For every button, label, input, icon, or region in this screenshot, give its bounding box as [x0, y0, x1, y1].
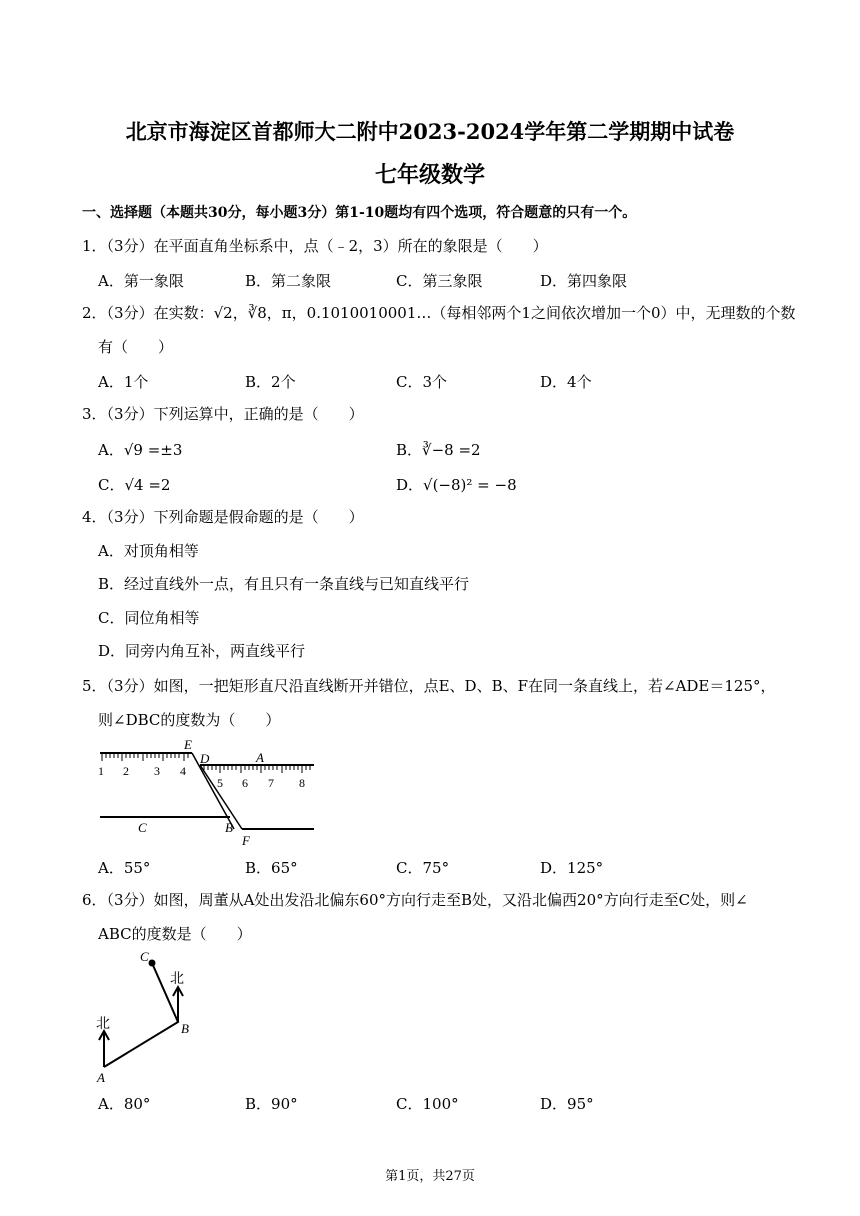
- page-footer: 第1页，共27页: [385, 1169, 475, 1184]
- label-north-a: 北: [96, 1017, 110, 1032]
- q3-option-c: C．√4 =2: [98, 476, 171, 494]
- q1-option-c: C．第三象限: [396, 272, 483, 290]
- q3-option-d: D．√(−8)² = −8: [396, 476, 517, 494]
- q1-stem: 1．（3分）在平面直角坐标系中，点（﹣2，3）所在的象限是（ ）: [82, 237, 548, 255]
- q2-option-c: C．3个: [396, 373, 448, 391]
- q2-stem-line1: 2．（3分）在实数：√2，∛8，π，0.1010010001…（每相邻两个1之间依次增加一个0）中，无理数的个数: [82, 304, 796, 322]
- q2-option-a: A．1个: [98, 373, 149, 391]
- label-north-b: 北: [170, 972, 184, 987]
- q6-stem-line1: 6．（3分）如图，周董从A处出发沿北偏东60°方向行走至B处，又沿北偏西20°方向行走至C处，则∠: [82, 891, 748, 909]
- q2-option-d: D．4个: [540, 373, 592, 391]
- point-c: [149, 960, 156, 967]
- page-title: 北京市海淀区首都师大二附中2023-2024学年第二学期期中试卷: [125, 119, 735, 144]
- q6-option-b: B．90°: [245, 1095, 298, 1113]
- page-subtitle: 七年级数学: [374, 162, 485, 188]
- label-d: D: [200, 751, 210, 766]
- q6-option-c: C．100°: [396, 1095, 459, 1113]
- label-b: B: [225, 820, 233, 835]
- tick-7: 7: [268, 776, 274, 790]
- q3-option-a: A．√9 =±3: [98, 441, 183, 459]
- q1-option-a: A．第一象限: [98, 272, 184, 290]
- q4-option-c: C．同位角相等: [98, 609, 200, 627]
- label-c: C: [138, 820, 147, 835]
- tick-2: 2: [123, 764, 129, 778]
- q3-stem: 3．（3分）下列运算中，正确的是（ ）: [82, 405, 364, 423]
- tick-3: 3: [154, 764, 160, 778]
- q2-stem-line2: 有（ ）: [98, 338, 174, 356]
- tick-6: 6: [242, 776, 248, 790]
- label-b: B: [181, 1021, 189, 1036]
- ruler-right-ticks: [204, 765, 310, 773]
- q5-option-c: C．75°: [396, 859, 450, 877]
- section-heading: 一、选择题（本题共30分，每小题3分）第1-10题均有四个选项，符合题意的只有一个。: [82, 205, 637, 221]
- q1-option-d: D．第四象限: [540, 272, 628, 290]
- q4-option-d: D．同旁内角互补，两直线平行: [98, 642, 306, 660]
- q5-option-b: B．65°: [245, 859, 298, 877]
- tick-4: 4: [180, 764, 186, 778]
- path-abc: [104, 963, 178, 1067]
- label-a: A: [256, 750, 264, 765]
- q4-option-a: A．对顶角相等: [98, 542, 199, 560]
- cut-line-right: [200, 765, 242, 829]
- q5-option-a: A．55°: [98, 859, 151, 877]
- label-a: A: [97, 1070, 105, 1085]
- tick-5: 5: [217, 776, 223, 790]
- q5-option-d: D．125°: [540, 859, 604, 877]
- label-f: F: [242, 833, 250, 847]
- q1-option-b: B．第二象限: [245, 272, 332, 290]
- q4-option-b: B．经过直线外一点，有且只有一条直线与已知直线平行: [98, 575, 470, 593]
- tick-1: 1: [98, 764, 104, 778]
- q5-ruler-figure: [96, 735, 318, 847]
- label-e: E: [184, 737, 192, 752]
- label-c: C: [140, 949, 149, 964]
- q3-option-b: B．∛−8 =2: [396, 441, 481, 459]
- q6-option-a: A．80°: [98, 1095, 151, 1113]
- q6-option-d: D．95°: [540, 1095, 594, 1113]
- q6-stem-line2: ABC的度数是（ ）: [98, 925, 252, 943]
- q4-stem: 4．（3分）下列命题是假命题的是（ ）: [82, 508, 364, 526]
- ruler-left-ticks: [102, 753, 188, 761]
- tick-8: 8: [299, 776, 305, 790]
- q6-direction-figure: [92, 945, 202, 1087]
- q5-stem-line1: 5．（3分）如图，一把矩形直尺沿直线断开并错位，点E、D、B、F在同一条直线上，若∠ADE＝125°，: [82, 677, 776, 695]
- q2-option-b: B．2个: [245, 373, 296, 391]
- q5-stem-line2: 则∠DBC的度数为（ ）: [98, 711, 281, 729]
